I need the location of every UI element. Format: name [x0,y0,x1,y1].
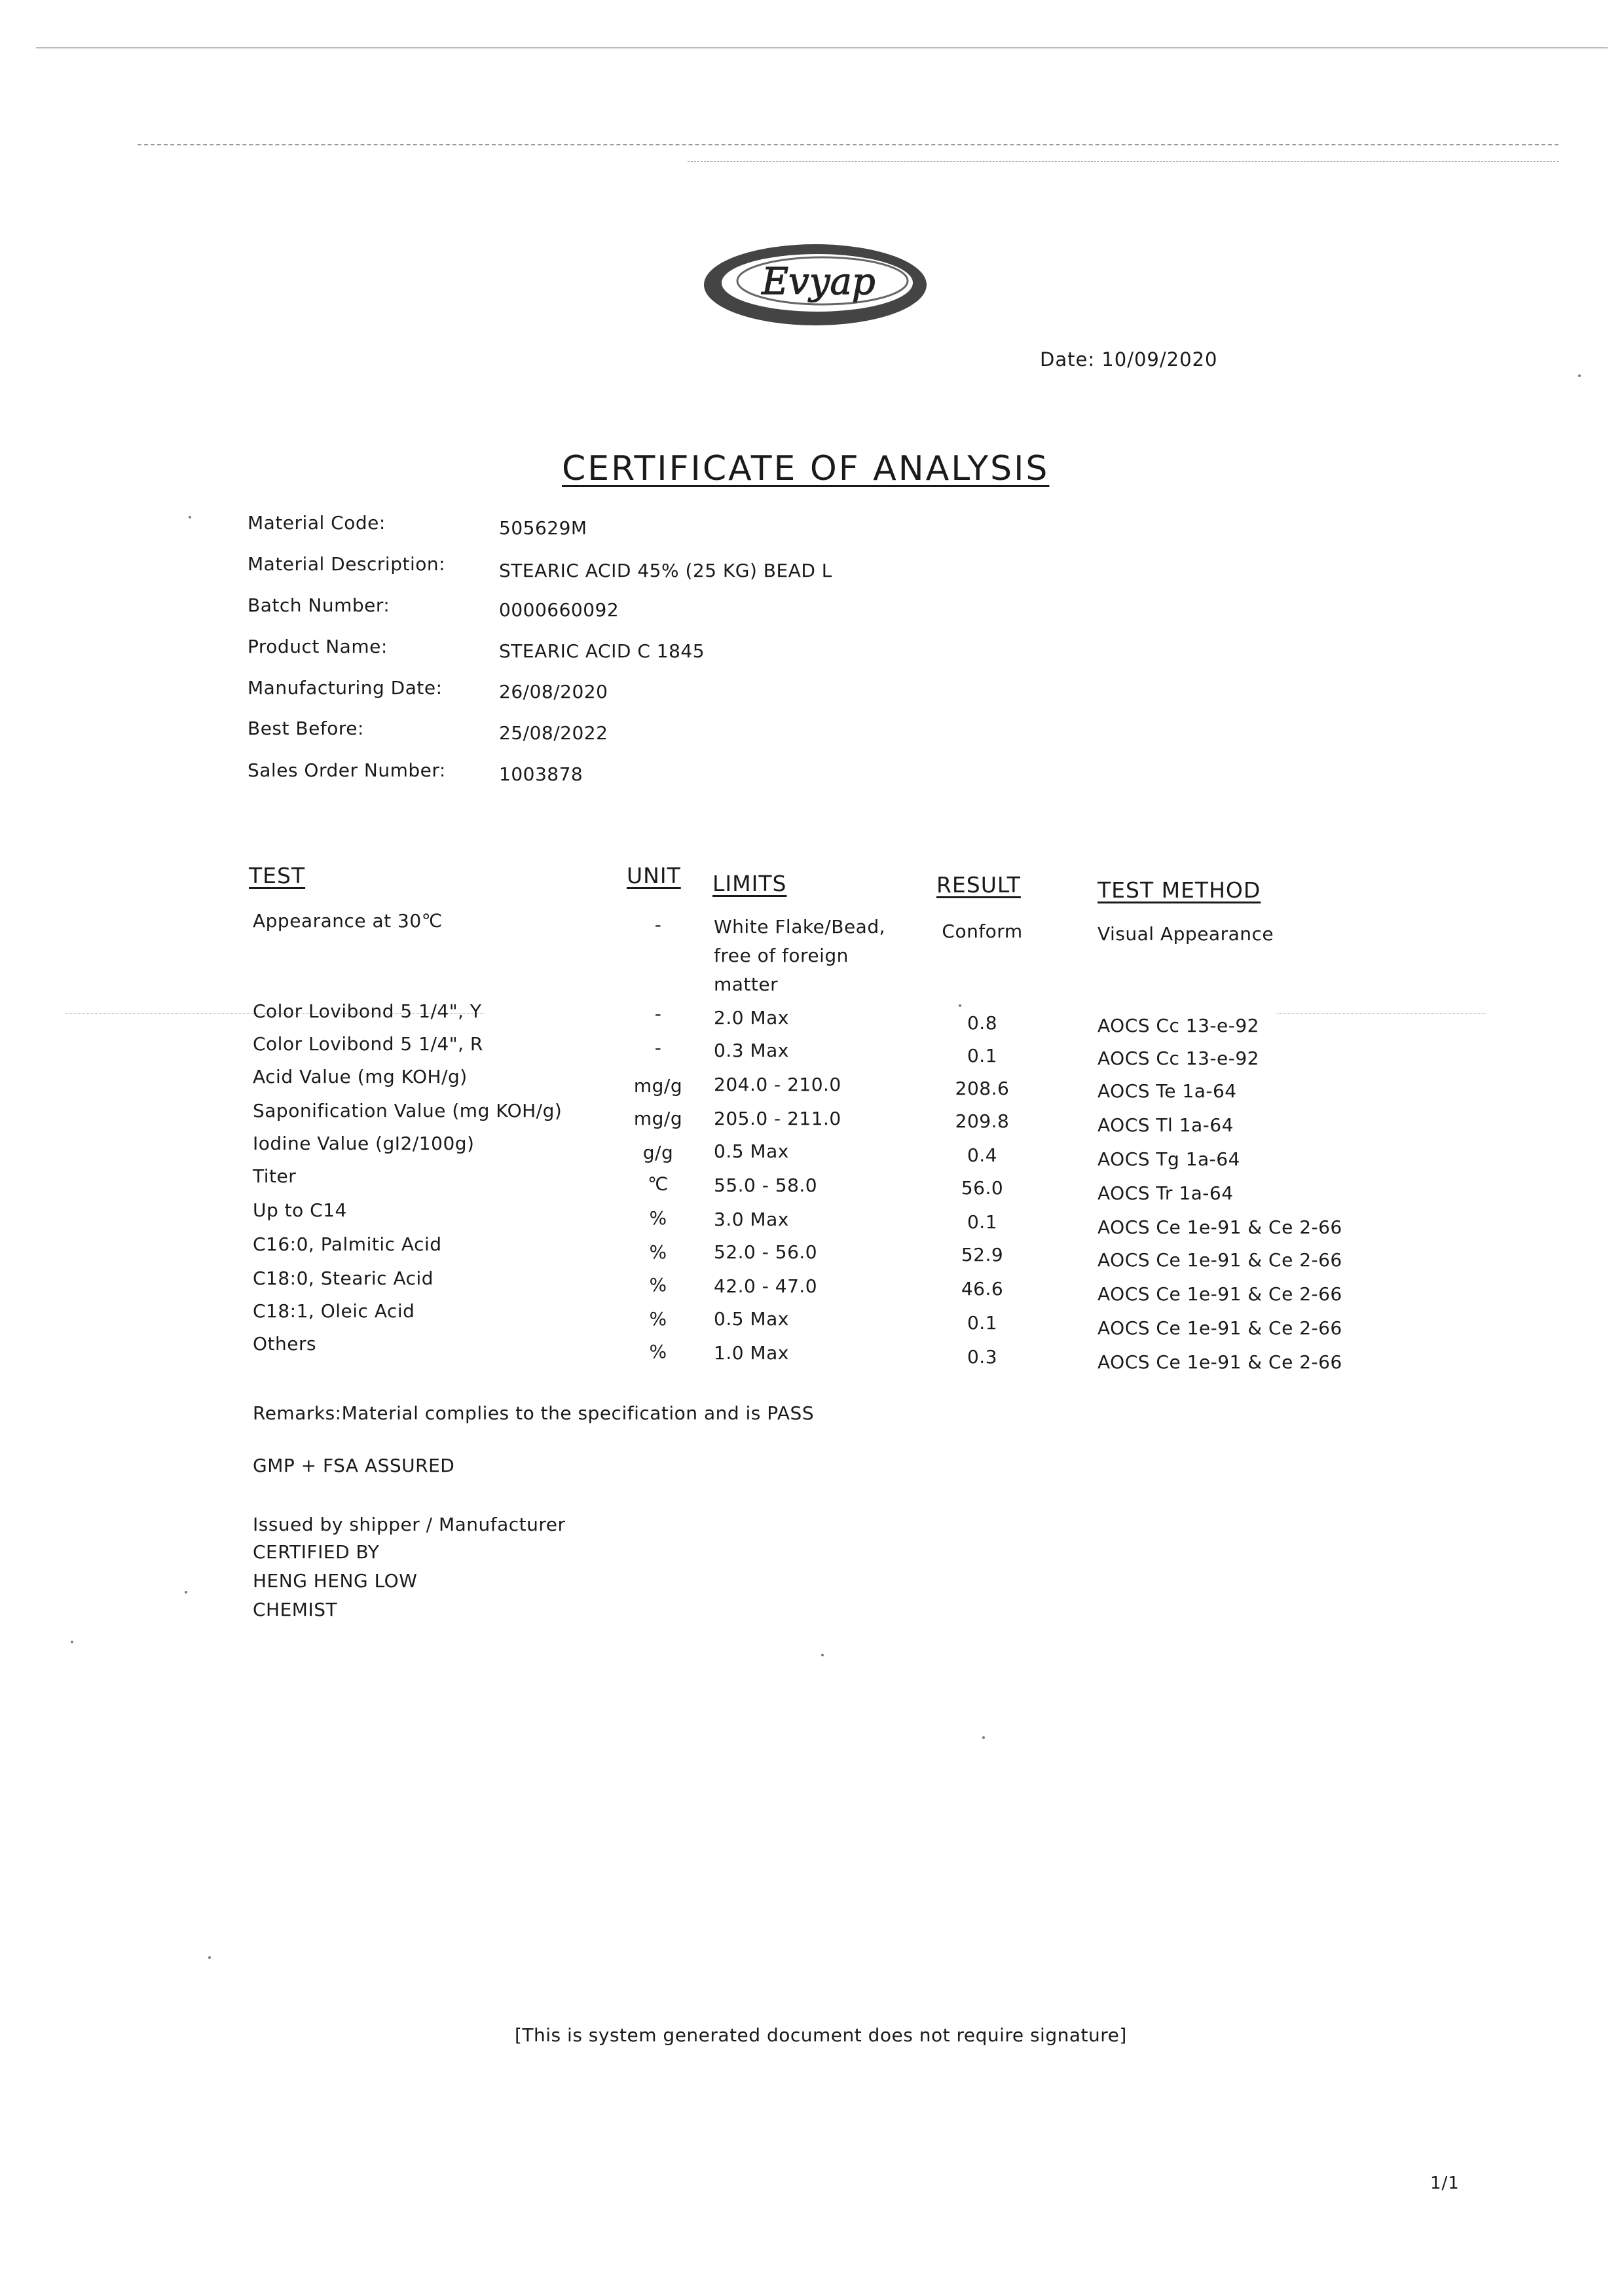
system-generated-disclaimer: [This is system generated document does not require signature] [515,2024,1127,2046]
certifier-title: CHEMIST [253,1599,338,1620]
scan-speck [1578,374,1581,377]
column-header-test: TEST [249,863,306,888]
table-cell-limit: 204.0 - 210.0 [714,1074,841,1095]
table-cell-result: 0.1 [967,1211,998,1233]
material-description-label: Material Description: [248,553,446,575]
table-cell-method: AOCS Ce 1e-91 & Ce 2-66 [1098,1351,1342,1373]
table-cell-test: Color Lovibond 5 1/4", Y [253,1000,482,1022]
table-cell-result: 56.0 [961,1177,1004,1199]
table-cell-result: 0.3 [967,1346,998,1368]
table-cell-method: AOCS Ce 1e-91 & Ce 2-66 [1098,1317,1342,1339]
table-cell-unit: ℃ [648,1173,669,1195]
product-name-value: STEARIC ACID C 1845 [499,640,705,662]
table-cell-limit: 42.0 - 47.0 [714,1275,818,1297]
assurance-statement: GMP + FSA ASSURED [253,1455,455,1476]
table-cell-test: Acid Value (mg KOH/g) [253,1066,468,1087]
table-cell-unit: - [654,1037,662,1059]
table-cell-unit: - [654,914,662,936]
table-cell-test: Appearance at 30℃ [253,910,443,932]
table-cell-unit: mg/g [633,1075,683,1097]
table-cell-limit: 55.0 - 58.0 [714,1175,818,1196]
table-cell-unit: mg/g [633,1108,683,1129]
table-cell-method: AOCS Ce 1e-91 & Ce 2-66 [1098,1216,1342,1238]
scan-top-rule [36,47,1608,48]
table-cell-test: C18:0, Stearic Acid [253,1267,434,1289]
table-cell-limit: 2.0 Max [714,1007,789,1029]
table-cell-method: Visual Appearance [1098,923,1274,945]
table-cell-method: AOCS Tl 1a-64 [1098,1114,1234,1136]
scan-dashed-line [1277,1013,1486,1014]
table-cell-method: AOCS Tr 1a-64 [1098,1182,1234,1204]
svg-text:Evyap: Evyap [762,261,876,303]
table-cell-unit: % [649,1274,667,1296]
table-cell-result: 0.1 [967,1312,998,1334]
table-cell-result: 0.4 [967,1144,998,1166]
table-cell-limit: 0.3 Max [714,1040,789,1061]
manufacturing-date-label: Manufacturing Date: [248,677,443,699]
page-number: 1/1 [1430,2174,1460,2193]
column-header-unit: UNIT [627,863,681,888]
batch-number-value: 0000660092 [499,599,619,621]
table-cell-unit: % [649,1241,667,1263]
table-cell-result: 0.8 [967,1012,998,1034]
table-cell-test: Others [253,1333,317,1355]
table-cell-result: Conform [942,920,1023,942]
table-cell-result: 208.6 [955,1078,1010,1099]
table-cell-method: AOCS Ce 1e-91 & Ce 2-66 [1098,1283,1342,1305]
column-header-test-method: TEST METHOD [1098,877,1261,903]
best-before-value: 25/08/2022 [499,722,608,744]
table-cell-limit: 3.0 Max [714,1209,789,1230]
remarks: Remarks:Material complies to the specification and is PASS [253,1402,815,1424]
best-before-label: Best Before: [248,718,364,739]
table-cell-limit: 205.0 - 211.0 [714,1108,841,1129]
table-cell-method: AOCS Ce 1e-91 & Ce 2-66 [1098,1249,1342,1271]
scan-dashed-line [688,161,1559,162]
sales-order-number-label: Sales Order Number: [248,759,446,781]
scan-speck [185,1591,187,1594]
evyap-logo [701,239,930,331]
scan-speck [821,1654,824,1656]
table-cell-limit: 0.5 Max [714,1308,789,1330]
scan-speck [982,1736,985,1739]
scan-speck [208,1956,211,1959]
table-cell-unit: % [649,1207,667,1229]
product-name-label: Product Name: [248,636,388,657]
document-date: Date: 10/09/2020 [1040,348,1218,371]
batch-number-label: Batch Number: [248,594,390,616]
table-cell-test: Color Lovibond 5 1/4", R [253,1033,483,1055]
issuer-line: Issued by shipper / Manufacturer [253,1514,566,1535]
scan-speck [71,1641,73,1643]
table-cell-limit: 0.5 Max [714,1140,789,1162]
table-cell-method: AOCS Cc 13-e-92 [1098,1015,1259,1036]
document-title: CERTIFICATE OF ANALYSIS [562,449,1050,488]
table-cell-limit: 1.0 Max [714,1342,789,1364]
column-header-result: RESULT [936,872,1021,898]
manufacturing-date-value: 26/08/2020 [499,681,608,702]
table-cell-limit: White Flake/Bead, free of foreign matter [714,916,886,995]
material-code-label: Material Code: [248,512,386,534]
table-cell-method: AOCS Cc 13-e-92 [1098,1048,1259,1069]
table-cell-result: 0.1 [967,1045,998,1066]
table-cell-unit: g/g [642,1142,674,1163]
table-cell-unit: - [654,1003,662,1025]
table-cell-test: C16:0, Palmitic Acid [253,1233,442,1255]
table-cell-result: 52.9 [961,1244,1004,1266]
table-cell-test: C18:1, Oleic Acid [253,1300,415,1322]
table-cell-unit: % [649,1308,667,1330]
certified-by-label: CERTIFIED BY [253,1541,380,1563]
table-cell-result: 46.6 [961,1278,1004,1300]
table-cell-test: Iodine Value (gI2/100g) [253,1133,475,1154]
material-code-value: 505629M [499,517,587,539]
table-cell-test: Titer [253,1165,297,1187]
table-cell-result: 209.8 [955,1110,1010,1132]
column-header-limits: LIMITS [712,871,787,896]
table-cell-method: AOCS Te 1a-64 [1098,1080,1237,1102]
table-cell-test: Saponification Value (mg KOH/g) [253,1100,563,1121]
scan-speck [959,1004,961,1007]
table-cell-method: AOCS Tg 1a-64 [1098,1148,1240,1170]
table-cell-unit: % [649,1341,667,1362]
table-cell-test: Up to C14 [253,1199,347,1221]
scan-dashed-line [138,144,1559,145]
table-cell-limit: 52.0 - 56.0 [714,1241,818,1263]
sales-order-number-value: 1003878 [499,763,583,785]
material-description-value: STEARIC ACID 45% (25 KG) BEAD L [499,560,832,581]
certifier-name: HENG HENG LOW [253,1570,418,1592]
scan-speck [189,516,191,519]
